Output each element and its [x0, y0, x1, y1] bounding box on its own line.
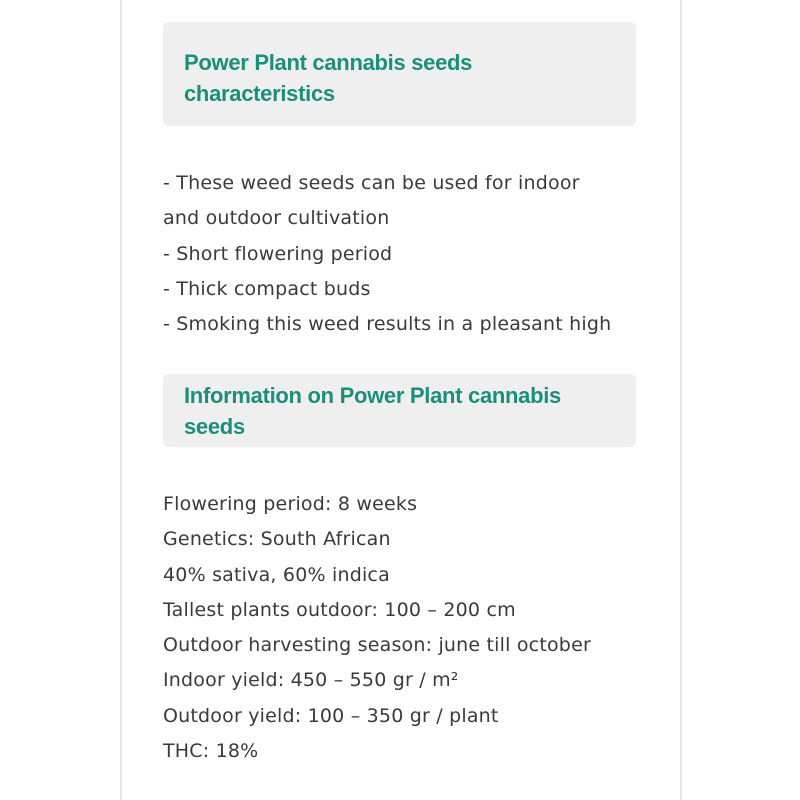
characteristics-heading — [184, 47, 472, 109]
information-list — [163, 487, 663, 769]
characteristics-line: and outdoor cultivation — [163, 207, 390, 230]
characteristics-heading-line1: Power Plant cannabis seeds — [184, 50, 473, 75]
information-heading: Information on Power Plant cannabis seeds — [184, 382, 561, 439]
info-line-indoor-yield: Indoor yield: 450 – 550 gr / m² — [163, 669, 459, 692]
info-line-thc: THC: 18% — [163, 740, 259, 763]
info-line-harvest-season: Outdoor harvesting season: june till october — [163, 634, 591, 657]
characteristics-line: - Smoking this weed results in a pleasant high — [163, 313, 612, 336]
information-heading-box — [163, 374, 636, 447]
info-line-tallest-plants: Tallest plants outdoor: 100 – 200 cm — [163, 598, 516, 621]
info-line-outdoor-yield: Outdoor yield: 100 – 350 gr / plant — [163, 704, 499, 727]
characteristics-line: - Short flowering period — [163, 242, 393, 265]
characteristics-heading-box — [163, 22, 636, 126]
characteristics-heading-line2: characteristics — [184, 81, 335, 106]
info-line-sativa-indica: 40% sativa, 60% indica — [163, 563, 390, 586]
characteristics-line: - These weed seeds can be used for indoor — [163, 172, 580, 194]
info-line-genetics: Genetics: South African — [163, 528, 391, 551]
info-line-flowering-period: Flowering period: 8 weeks — [163, 493, 418, 515]
characteristics-list — [163, 166, 663, 342]
characteristics-line: - Thick compact buds — [163, 277, 371, 300]
